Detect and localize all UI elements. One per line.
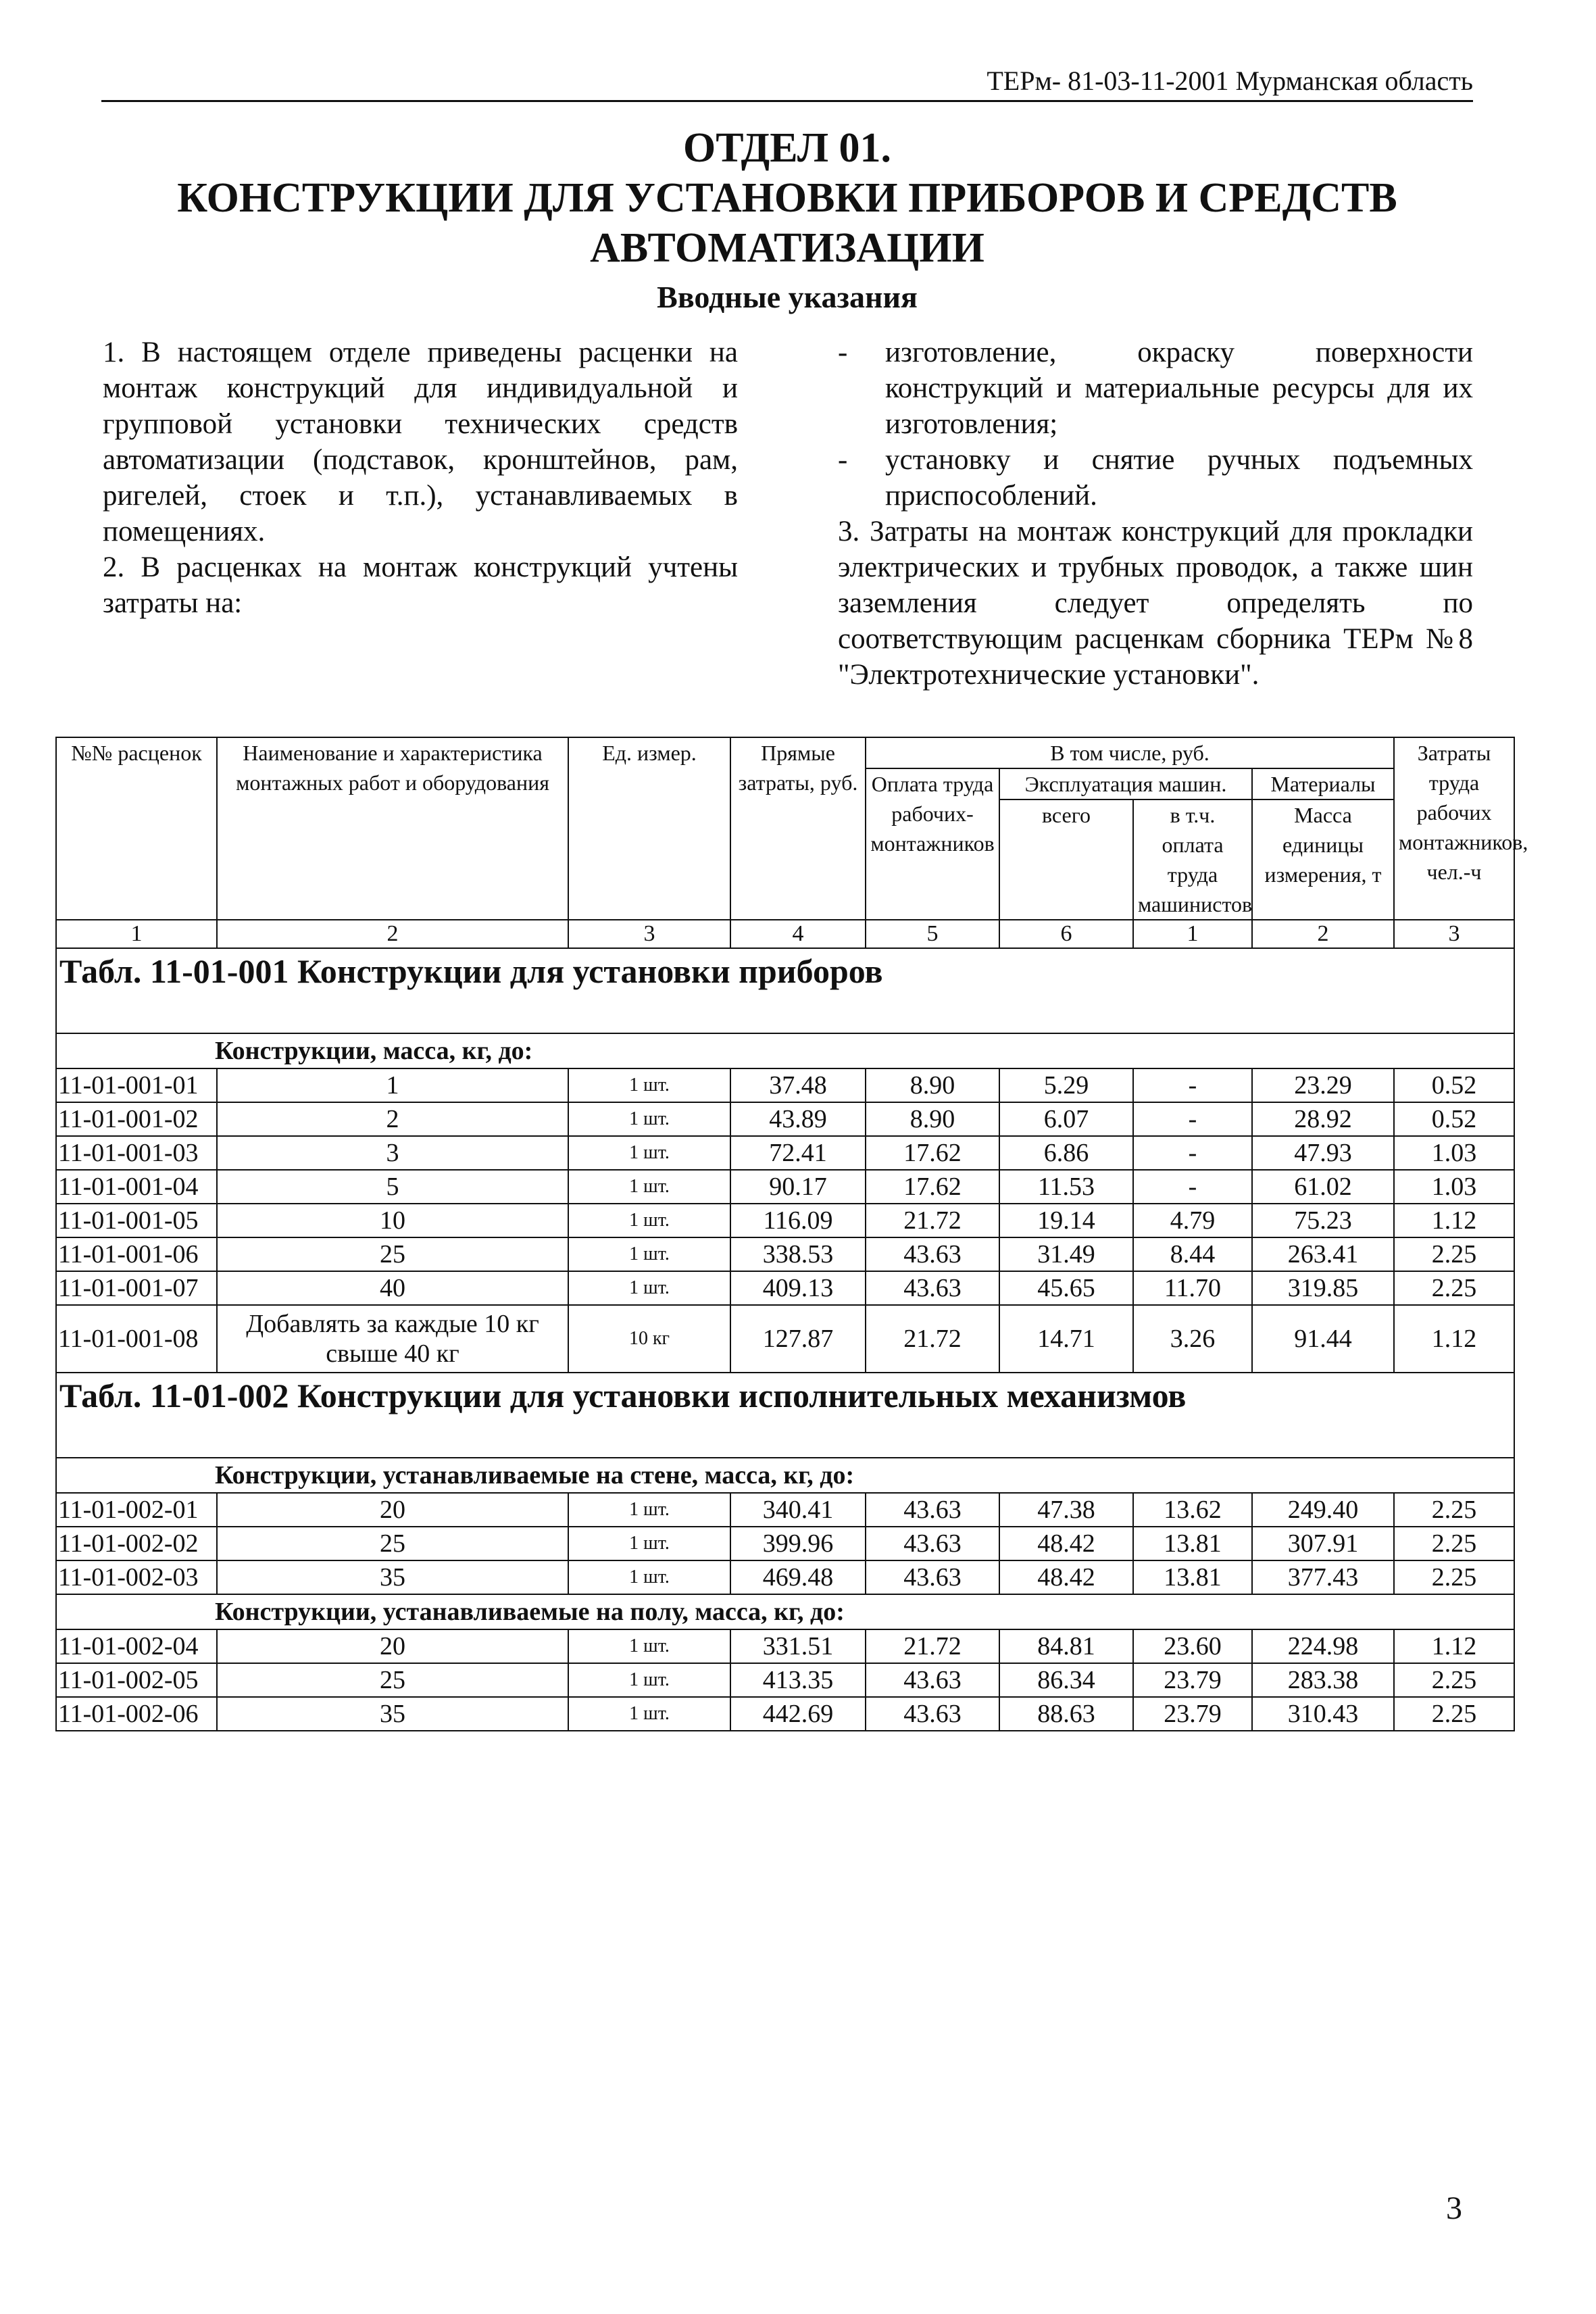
- direct-costs: 340.41: [730, 1493, 866, 1527]
- rate-code: 11-01-002-02: [56, 1527, 217, 1560]
- labor-hours: 2.25: [1394, 1663, 1514, 1697]
- unit: 1 шт.: [568, 1493, 730, 1527]
- work-description: 10: [217, 1204, 568, 1237]
- column-number: 2: [1252, 920, 1394, 948]
- machines-labor-pay: -: [1133, 1068, 1252, 1102]
- rate-code: 11-01-002-03: [56, 1560, 217, 1594]
- labor-pay: 43.63: [866, 1237, 999, 1271]
- unit: 1 шт.: [568, 1102, 730, 1136]
- direct-costs: 116.09: [730, 1204, 866, 1237]
- direct-costs: 442.69: [730, 1697, 866, 1731]
- column-number: 5: [866, 920, 999, 948]
- header-materials: Материалы: [1252, 768, 1394, 799]
- materials: 61.02: [1252, 1170, 1394, 1204]
- intro-left-column: [103, 335, 738, 621]
- rate-code: 11-01-001-04: [56, 1170, 217, 1204]
- labor-hours: 1.03: [1394, 1170, 1514, 1204]
- section-subtitle: Вводные указания: [657, 280, 918, 314]
- column-number: 4: [730, 920, 866, 948]
- machines-labor-pay: 13.81: [1133, 1560, 1252, 1594]
- table-group-header: [56, 1458, 1514, 1493]
- work-description: 25: [217, 1237, 568, 1271]
- table-row: [56, 1560, 1514, 1594]
- labor-pay: 21.72: [866, 1204, 999, 1237]
- rate-code: 11-01-001-06: [56, 1237, 217, 1271]
- table-row: [56, 1629, 1514, 1663]
- direct-costs: 469.48: [730, 1560, 866, 1594]
- column-number: 6: [999, 920, 1133, 948]
- section-title-block: [101, 123, 1473, 319]
- machines-total: 19.14: [999, 1204, 1133, 1237]
- header-mass: Масса единицы измерения, т: [1252, 799, 1394, 920]
- materials: 319.85: [1252, 1271, 1394, 1305]
- machines-labor-pay: 23.60: [1133, 1629, 1252, 1663]
- machines-labor-pay: 11.70: [1133, 1271, 1252, 1305]
- rates-table: [55, 737, 1528, 1731]
- table-row: [56, 1136, 1514, 1170]
- machines-labor-pay: -: [1133, 1170, 1252, 1204]
- unit: 1 шт.: [568, 1136, 730, 1170]
- table-group-title: Конструкции, устанавливаемые на полу, масса, кг, до:: [56, 1594, 1514, 1629]
- materials: 283.38: [1252, 1663, 1394, 1697]
- machines-total: 31.49: [999, 1237, 1133, 1271]
- labor-hours: 2.25: [1394, 1237, 1514, 1271]
- column-number: 2: [217, 920, 568, 948]
- table-group-title: Конструкции, масса, кг, до:: [56, 1033, 1514, 1068]
- table-row: [56, 1102, 1514, 1136]
- labor-pay: 21.72: [866, 1629, 999, 1663]
- table-section-header: [56, 948, 1514, 1033]
- rate-code: 11-01-001-08: [56, 1305, 217, 1373]
- unit: 1 шт.: [568, 1663, 730, 1697]
- labor-hours: 2.25: [1394, 1493, 1514, 1527]
- intro-paragraph-2: 2. В расценках на монтаж конструкций учтены затраты на:: [103, 551, 738, 619]
- work-description: 40: [217, 1271, 568, 1305]
- labor-hours: 1.12: [1394, 1629, 1514, 1663]
- machines-total: 6.86: [999, 1136, 1133, 1170]
- rate-code: 11-01-002-05: [56, 1663, 217, 1697]
- work-description: Добавлять за каждые 10 кг свыше 40 кг: [217, 1305, 568, 1373]
- machines-total: 84.81: [999, 1629, 1133, 1663]
- column-number: 1: [1133, 920, 1252, 948]
- labor-pay: 8.90: [866, 1102, 999, 1136]
- machines-labor-pay: 13.81: [1133, 1527, 1252, 1560]
- section-title: КОНСТРУКЦИИ ДЛЯ УСТАНОВКИ ПРИБОРОВ И СРЕДСТВ АВТОМАТИЗАЦИИ: [177, 175, 1397, 271]
- header-machines-labor: в т.ч. оплата труда машинистов: [1133, 799, 1252, 920]
- rate-code: 11-01-001-05: [56, 1204, 217, 1237]
- materials: 47.93: [1252, 1136, 1394, 1170]
- work-description: 35: [217, 1697, 568, 1731]
- work-description: 5: [217, 1170, 568, 1204]
- rates-table-body: [56, 920, 1514, 1731]
- table-row: [56, 1170, 1514, 1204]
- unit: 1 шт.: [568, 1629, 730, 1663]
- materials: 23.29: [1252, 1068, 1394, 1102]
- machines-total: 48.42: [999, 1527, 1133, 1560]
- materials: 224.98: [1252, 1629, 1394, 1663]
- header-code: №№ расценок: [56, 737, 217, 920]
- labor-pay: 43.63: [866, 1493, 999, 1527]
- work-description: 1: [217, 1068, 568, 1102]
- work-description: 20: [217, 1493, 568, 1527]
- section-number: ОТДЕЛ 01.: [682, 125, 892, 171]
- unit: 1 шт.: [568, 1237, 730, 1271]
- direct-costs: 413.35: [730, 1663, 866, 1697]
- direct-costs: 127.87: [730, 1305, 866, 1373]
- machines-total: 48.42: [999, 1560, 1133, 1594]
- labor-pay: 43.63: [866, 1663, 999, 1697]
- labor-hours: 2.25: [1394, 1527, 1514, 1560]
- machines-labor-pay: 3.26: [1133, 1305, 1252, 1373]
- labor-hours: 0.52: [1394, 1102, 1514, 1136]
- machines-labor-pay: -: [1133, 1136, 1252, 1170]
- labor-hours: 2.25: [1394, 1271, 1514, 1305]
- machines-total: 47.38: [999, 1493, 1133, 1527]
- table-row: [56, 1204, 1514, 1237]
- machines-labor-pay: -: [1133, 1102, 1252, 1136]
- rate-code: 11-01-002-01: [56, 1493, 217, 1527]
- materials: 263.41: [1252, 1237, 1394, 1271]
- machines-total: 5.29: [999, 1068, 1133, 1102]
- materials: 249.40: [1252, 1493, 1394, 1527]
- machines-total: 11.53: [999, 1170, 1133, 1204]
- rate-code: 11-01-002-04: [56, 1629, 217, 1663]
- labor-pay: 21.72: [866, 1305, 999, 1373]
- materials: 75.23: [1252, 1204, 1394, 1237]
- direct-costs: 338.53: [730, 1237, 866, 1271]
- work-description: 3: [217, 1136, 568, 1170]
- table-row: [56, 1493, 1514, 1527]
- column-number: 3: [1394, 920, 1514, 948]
- intro-paragraph-3: 3. Затраты на монтаж конструкций для прокладки электрических и трубных проводок, а также шин заземления следует определять по соответствующим расценкам сборника ТЕРм №8 "Электротехнические установки".: [838, 516, 1473, 691]
- machines-total: 14.71: [999, 1305, 1133, 1373]
- machines-labor-pay: 4.79: [1133, 1204, 1252, 1237]
- direct-costs: 37.48: [730, 1068, 866, 1102]
- rate-code: 11-01-002-06: [56, 1697, 217, 1731]
- machines-total: 6.07: [999, 1102, 1133, 1136]
- unit: 1 шт.: [568, 1204, 730, 1237]
- work-description: 20: [217, 1629, 568, 1663]
- rate-code: 11-01-001-02: [56, 1102, 217, 1136]
- table-section-title: Табл. 11-01-002 Конструкции для установки исполнительных механизмов: [56, 1373, 1514, 1458]
- unit: 1 шт.: [568, 1170, 730, 1204]
- labor-pay: 17.62: [866, 1170, 999, 1204]
- table-row: [56, 1305, 1514, 1373]
- unit: 1 шт.: [568, 1697, 730, 1731]
- header-machines: Эксплуатация машин.: [999, 768, 1252, 799]
- intro-list-item-text: изготовление, окраску поверхности конструкций и материальные ресурсы для их изготовления;: [885, 337, 1473, 440]
- running-header: ТЕРм- 81-03-11-2001 Мурманская область: [101, 65, 1473, 102]
- labor-pay: 43.63: [866, 1271, 999, 1305]
- header-including: В том числе, руб.: [866, 737, 1394, 768]
- machines-total: 86.34: [999, 1663, 1133, 1697]
- table-row: [56, 1663, 1514, 1697]
- unit: 10 кг: [568, 1305, 730, 1373]
- machines-labor-pay: 23.79: [1133, 1697, 1252, 1731]
- intro-list-item-text: установку и снятие ручных подъемных приспособлений.: [885, 444, 1473, 512]
- unit: 1 шт.: [568, 1068, 730, 1102]
- list-dash: -: [838, 444, 848, 476]
- labor-pay: 8.90: [866, 1068, 999, 1102]
- table-section-title: Табл. 11-01-001 Конструкции для установки приборов: [56, 948, 1514, 1033]
- direct-costs: 331.51: [730, 1629, 866, 1663]
- machines-total: 88.63: [999, 1697, 1133, 1731]
- rate-code: 11-01-001-01: [56, 1068, 217, 1102]
- work-description: 2: [217, 1102, 568, 1136]
- header-unit: Ед. измер.: [568, 737, 730, 920]
- table-row: [56, 1271, 1514, 1305]
- labor-hours: 1.03: [1394, 1136, 1514, 1170]
- table-row: [56, 1527, 1514, 1560]
- labor-pay: 43.63: [866, 1560, 999, 1594]
- rate-code: 11-01-001-07: [56, 1271, 217, 1305]
- labor-hours: 2.25: [1394, 1697, 1514, 1731]
- materials: 91.44: [1252, 1305, 1394, 1373]
- materials: 377.43: [1252, 1560, 1394, 1594]
- column-numbers-row: [56, 920, 1514, 948]
- machines-total: 45.65: [999, 1271, 1133, 1305]
- labor-pay: 43.63: [866, 1697, 999, 1731]
- rate-code: 11-01-001-03: [56, 1136, 217, 1170]
- column-number: 3: [568, 920, 730, 948]
- labor-hours: 0.52: [1394, 1068, 1514, 1102]
- labor-pay: 43.63: [866, 1527, 999, 1560]
- table-row: [56, 1697, 1514, 1731]
- table-group-header: [56, 1594, 1514, 1629]
- intro-right-column: [838, 335, 1473, 693]
- machines-labor-pay: 8.44: [1133, 1237, 1252, 1271]
- work-description: 25: [217, 1527, 568, 1560]
- table-section-header: [56, 1373, 1514, 1458]
- labor-hours: 2.25: [1394, 1560, 1514, 1594]
- direct-costs: 43.89: [730, 1102, 866, 1136]
- labor-hours: 1.12: [1394, 1305, 1514, 1373]
- materials: 28.92: [1252, 1102, 1394, 1136]
- unit: 1 шт.: [568, 1527, 730, 1560]
- direct-costs: 90.17: [730, 1170, 866, 1204]
- intro-paragraph-1: 1. В настоящем отделе приведены расценки на монтаж конструкций для индивидуальной и групповой установки технических средств автоматизации (подставок, кронштейнов, рам, ригелей, стоек и т.п.), устанавливаемых в помещениях.: [103, 337, 738, 547]
- header-name: Наименование и характеристика монтажных работ и оборудования: [217, 737, 568, 920]
- unit: 1 шт.: [568, 1271, 730, 1305]
- direct-costs: 72.41: [730, 1136, 866, 1170]
- table-row: [56, 1237, 1514, 1271]
- work-description: 35: [217, 1560, 568, 1594]
- labor-pay: 17.62: [866, 1136, 999, 1170]
- table-group-header: [56, 1033, 1514, 1068]
- table-group-title: Конструкции, устанавливаемые на стене, масса, кг, до:: [56, 1458, 1514, 1493]
- machines-labor-pay: 23.79: [1133, 1663, 1252, 1697]
- intro-list-item: [838, 442, 1473, 514]
- machines-labor-pay: 13.62: [1133, 1493, 1252, 1527]
- labor-hours: 1.12: [1394, 1204, 1514, 1237]
- header-machines-total: всего: [999, 799, 1133, 920]
- header-labor-pay: Оплата труда рабочих-монтажников: [866, 768, 999, 920]
- direct-costs: 399.96: [730, 1527, 866, 1560]
- header-labor-cost: Затраты труда рабочих монтажников, чел.-ч: [1394, 737, 1514, 920]
- header-direct-costs: Прямые затраты, руб.: [730, 737, 866, 920]
- list-dash: -: [838, 337, 848, 368]
- direct-costs: 409.13: [730, 1271, 866, 1305]
- work-description: 25: [217, 1663, 568, 1697]
- intro-list-item: [838, 335, 1473, 442]
- column-number: 1: [56, 920, 217, 948]
- materials: 310.43: [1252, 1697, 1394, 1731]
- materials: 307.91: [1252, 1527, 1394, 1560]
- page-number: 3: [1446, 2190, 1462, 2226]
- unit: 1 шт.: [568, 1560, 730, 1594]
- table-row: [56, 1068, 1514, 1102]
